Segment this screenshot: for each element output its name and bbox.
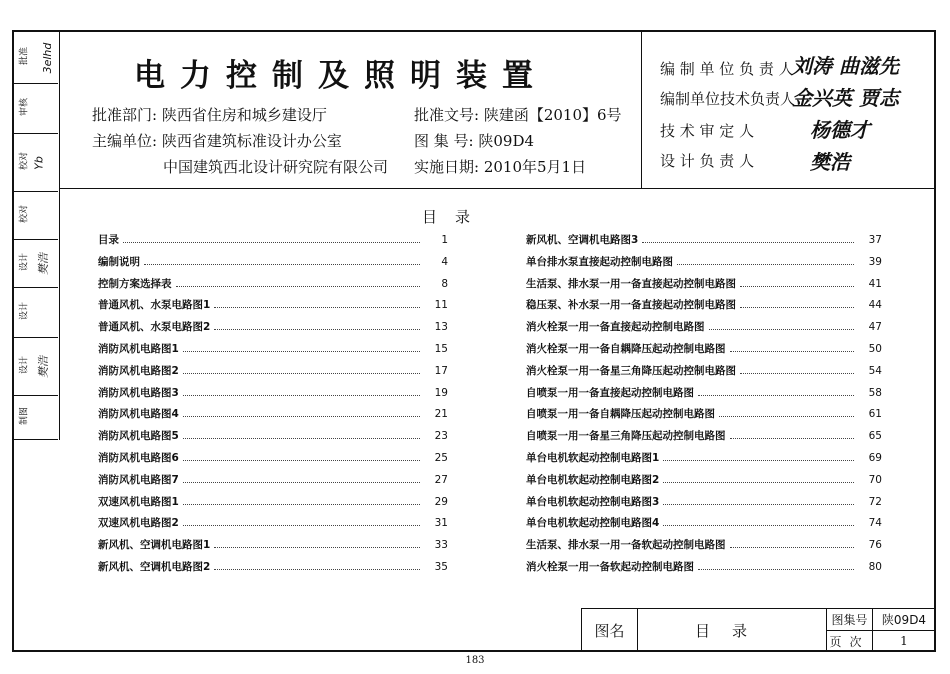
toc-entry-page: 25	[434, 451, 448, 464]
toc-entry-page: 65	[868, 430, 882, 443]
toc-entry-title: 单台电机软起动控制电路图1	[526, 451, 660, 464]
toc-entry-page: 4	[441, 255, 448, 268]
toc-leader-dots	[183, 415, 420, 417]
effective-date: 实施日期: 2010年5月1日	[414, 158, 587, 176]
chief-editor: 主编单位: 陕西省建筑标准设计办公室	[92, 132, 342, 150]
header-left	[60, 32, 642, 188]
toc-entry-page: 1	[441, 234, 448, 246]
toc-entry-page: 29	[434, 495, 448, 508]
toc-entry-page: 58	[868, 386, 882, 399]
toc-entry-title: 消防风机电路图3	[98, 386, 179, 399]
toc-entry-title: 双速风机电路图1	[98, 495, 179, 508]
resp-label-tech-head: 编制单位技术负责人	[660, 90, 796, 108]
toc-entry[interactable]	[526, 428, 882, 450]
toc-entry[interactable]	[526, 276, 882, 298]
resp-signature-tech-review: 杨德才	[810, 118, 870, 142]
toc-leader-dots	[183, 459, 420, 461]
toc-leader-dots	[176, 285, 421, 287]
toc-leader-dots	[730, 546, 855, 548]
toc-entry[interactable]	[526, 494, 882, 516]
toc-leader-dots	[214, 568, 420, 570]
toc-entry[interactable]	[526, 319, 882, 341]
toc-entry-title: 双速风机电路图2	[98, 517, 179, 530]
strip-cell	[14, 84, 58, 134]
toc-entry[interactable]	[98, 319, 448, 341]
toc-leader-dots	[123, 241, 420, 243]
toc-leader-dots	[214, 546, 420, 548]
toc-entry[interactable]	[98, 363, 448, 385]
toc-entry-title: 新风机、空调机电路图3	[526, 234, 639, 246]
toc-entry-page: 33	[434, 539, 448, 552]
toc-entry[interactable]	[98, 494, 448, 516]
toc-leader-dots	[144, 263, 420, 265]
toc-entry[interactable]	[98, 515, 448, 537]
toc-leader-dots	[730, 350, 855, 352]
toc-leader-dots	[183, 481, 420, 483]
toc-entry[interactable]	[526, 450, 882, 472]
toc-entry[interactable]	[98, 232, 448, 254]
toc-entry-page: 8	[441, 277, 448, 290]
toc-entry-title: 单台电机软起动控制电路图3	[526, 495, 660, 508]
toc-entry-page: 11	[434, 299, 448, 312]
toc-entry[interactable]	[526, 515, 882, 537]
toc-entry-title: 编制说明	[98, 255, 140, 268]
toc-entry-page: 17	[434, 364, 448, 377]
strip-cell-label: 校对	[19, 204, 30, 223]
toc-leader-dots	[642, 241, 854, 243]
toc-entry-title: 自喷泵一用一备星三角降压起动控制电路图	[526, 430, 726, 443]
toc-entry-page: 44	[868, 299, 882, 312]
resp-signature-unit-head: 刘涛 曲滋先	[792, 54, 899, 78]
toc-leader-dots	[183, 350, 420, 352]
toc-leader-dots	[719, 415, 854, 417]
toc-entry-page: 70	[868, 473, 882, 486]
toc-entry-page: 23	[434, 430, 448, 443]
toc-entry[interactable]	[526, 341, 882, 363]
toc-entry-page: 74	[868, 517, 882, 530]
toc-leader-dots	[183, 394, 420, 396]
strip-cell-label: 设计	[19, 301, 30, 320]
toc-leader-dots	[663, 524, 854, 526]
toc-entry-title: 消火栓泵一用一备直接起动控制电路图	[526, 321, 705, 334]
strip-cell-label: 设计	[19, 355, 30, 374]
resp-label-tech-review: 技 术 审 定 人	[660, 122, 755, 140]
toc-leader-dots	[183, 372, 420, 374]
toc-leader-dots	[709, 328, 855, 330]
strip-cell-label: 批准	[19, 46, 30, 65]
toc-leader-dots	[730, 437, 855, 439]
toc-left-column	[98, 232, 448, 581]
strip-cell	[14, 396, 58, 440]
strip-cell-signature: 樊浩	[37, 355, 50, 378]
toc-entry-page: 76	[868, 539, 882, 552]
strip-cell-signature: 3elhd	[40, 42, 54, 73]
strip-cell-label: 审核	[19, 97, 30, 116]
toc-entry-title: 新风机、空调机电路图2	[98, 560, 211, 573]
toc-entry-title: 生活泵、排水泵一用一备软起动控制电路图	[526, 539, 726, 552]
toc-leader-dots	[740, 372, 854, 374]
toc-heading: 目录	[422, 208, 489, 226]
toc-leader-dots	[183, 437, 420, 439]
toc-entry[interactable]	[98, 341, 448, 363]
co-editor: 中国建筑西北设计研究院有限公司	[163, 158, 389, 176]
resp-signature-design-lead: 樊浩	[810, 150, 850, 174]
toc-entry[interactable]	[98, 537, 448, 559]
strip-cell	[14, 192, 58, 240]
toc-entry-page: 50	[868, 342, 882, 355]
toc-entry-page: 13	[434, 321, 448, 334]
strip-cell	[14, 288, 58, 338]
toc-leader-dots	[740, 285, 854, 287]
toc-entry-page: 61	[868, 408, 882, 421]
drawing-frame	[12, 30, 936, 652]
toc-entry-page: 69	[868, 451, 882, 464]
toc-right-column	[526, 232, 882, 581]
toc-entry[interactable]	[526, 385, 882, 407]
toc-entry[interactable]	[98, 406, 448, 428]
toc-entry[interactable]	[98, 297, 448, 319]
approval-number: 批准文号: 陕建函【2010】6号	[414, 106, 622, 124]
toc-entry[interactable]	[526, 537, 882, 559]
atlas-number: 图 集 号: 陕09D4	[414, 132, 535, 150]
toc-entry-title: 消火栓泵一用一备软起动控制电路图	[526, 560, 694, 573]
toc-entry[interactable]	[98, 428, 448, 450]
toc-entry[interactable]	[526, 559, 882, 581]
toc-entry[interactable]	[526, 406, 882, 428]
toc-entry-page: 39	[868, 255, 882, 268]
approval-dept: 批准部门: 陕西省住房和城乡建设厅	[92, 106, 327, 124]
strip-cell-label: 设计	[19, 252, 30, 271]
atlas-number-label: 图集号	[827, 609, 873, 631]
toc-entry-title: 消防风机电路图5	[98, 430, 179, 443]
toc-entry-title: 稳压泵、补水泵一用一备直接起动控制电路图	[526, 299, 736, 312]
toc-entry[interactable]	[98, 559, 448, 581]
toc-entry-title: 普通风机、水泵电路图2	[98, 321, 211, 334]
page-value: 1	[900, 634, 908, 648]
toc-entry-title: 消火栓泵一用一备自耦降压起动控制电路图	[526, 342, 726, 355]
toc-entry-title: 控制方案选择表	[98, 277, 172, 290]
toc-entry-page: 27	[434, 473, 448, 486]
strip-cell-label: 校对	[19, 151, 30, 170]
toc-entry-page: 15	[434, 342, 448, 355]
strip-cell-label: 制图	[19, 406, 30, 425]
toc-entry-title: 自喷泵一用一备自耦降压起动控制电路图	[526, 408, 715, 421]
toc-entry-page: 47	[868, 321, 882, 334]
drawing-name-value: 目录	[638, 609, 827, 652]
toc-entry-page: 41	[868, 277, 882, 290]
document-title: 电力控制及照明装置	[134, 58, 548, 94]
toc-entry[interactable]	[526, 254, 882, 276]
toc-entry[interactable]	[526, 297, 882, 319]
toc-entry-title: 消火栓泵一用一备星三角降压起动控制电路图	[526, 364, 736, 377]
strip-cell	[14, 338, 58, 396]
toc-leader-dots	[663, 481, 854, 483]
toc-leader-dots	[663, 503, 854, 505]
title-block	[581, 608, 936, 652]
page-number: 183	[465, 655, 485, 666]
toc-entry-page: 72	[868, 495, 882, 508]
toc-entry[interactable]	[526, 232, 882, 254]
toc-leader-dots	[698, 394, 854, 396]
toc-leader-dots	[677, 263, 854, 265]
header	[60, 32, 934, 189]
resp-signature-tech-head: 金兴英 贾志	[792, 86, 899, 110]
toc-leader-dots	[214, 328, 420, 330]
toc-entry-title: 自喷泵一用一备直接起动控制电路图	[526, 386, 694, 399]
resp-label-design-lead: 设 计 负 责 人	[660, 152, 755, 170]
strip-cell	[14, 240, 58, 288]
toc-entry-title: 消防风机电路图4	[98, 408, 179, 421]
toc-entry-title: 普通风机、水泵电路图1	[98, 299, 211, 312]
toc-leader-dots	[740, 306, 854, 308]
toc-entry-page: 19	[434, 386, 448, 399]
toc-entry[interactable]	[526, 472, 882, 494]
header-responsibilities	[642, 32, 934, 188]
resp-label-unit-head: 编 制 单 位 负 责 人	[660, 60, 794, 78]
toc-leader-dots	[214, 306, 420, 308]
toc-leader-dots	[663, 459, 854, 461]
toc-entry[interactable]	[98, 276, 448, 298]
toc-entry-title: 消防风机电路图7	[98, 473, 179, 486]
toc-entry-page: 31	[434, 517, 448, 530]
atlas-number-value: 陕09D4	[873, 609, 935, 631]
toc-entry-title: 单台电机软起动控制电路图2	[526, 473, 660, 486]
toc-entry-title: 单台电机软起动控制电路图4	[526, 517, 660, 530]
toc-entry-title: 目录	[98, 234, 119, 246]
toc-entry[interactable]	[526, 363, 882, 385]
toc-entry-page: 54	[868, 364, 882, 377]
toc-leader-dots	[183, 503, 420, 505]
toc-entry-title: 消防风机电路图1	[98, 342, 179, 355]
toc-entry-page: 80	[868, 560, 882, 573]
toc-entry-title: 新风机、空调机电路图1	[98, 539, 211, 552]
toc-entry-title: 消防风机电路图6	[98, 451, 179, 464]
toc-entry[interactable]	[98, 450, 448, 472]
toc-entry-title: 生活泵、排水泵一用一备直接起动控制电路图	[526, 277, 736, 290]
toc-entry-page: 35	[434, 560, 448, 573]
toc-entry-page: 37	[868, 234, 882, 246]
strip-cell-signature: 樊浩	[37, 252, 50, 275]
toc-entry[interactable]	[98, 385, 448, 407]
strip-cell	[14, 32, 58, 84]
signature-strip	[14, 32, 60, 440]
toc-entry-title: 消防风机电路图2	[98, 364, 179, 377]
toc-entry[interactable]	[98, 472, 448, 494]
strip-cell	[14, 134, 58, 192]
strip-cell-signature: Yb	[32, 155, 46, 170]
toc-leader-dots	[183, 524, 420, 526]
drawing-name-label: 图名	[582, 609, 638, 652]
toc-entry-page: 21	[434, 408, 448, 421]
toc-leader-dots	[698, 568, 854, 570]
page-label: 页次	[827, 631, 873, 651]
toc-entry[interactable]	[98, 254, 448, 276]
toc-entry-title: 单台排水泵直接起动控制电路图	[526, 255, 673, 268]
